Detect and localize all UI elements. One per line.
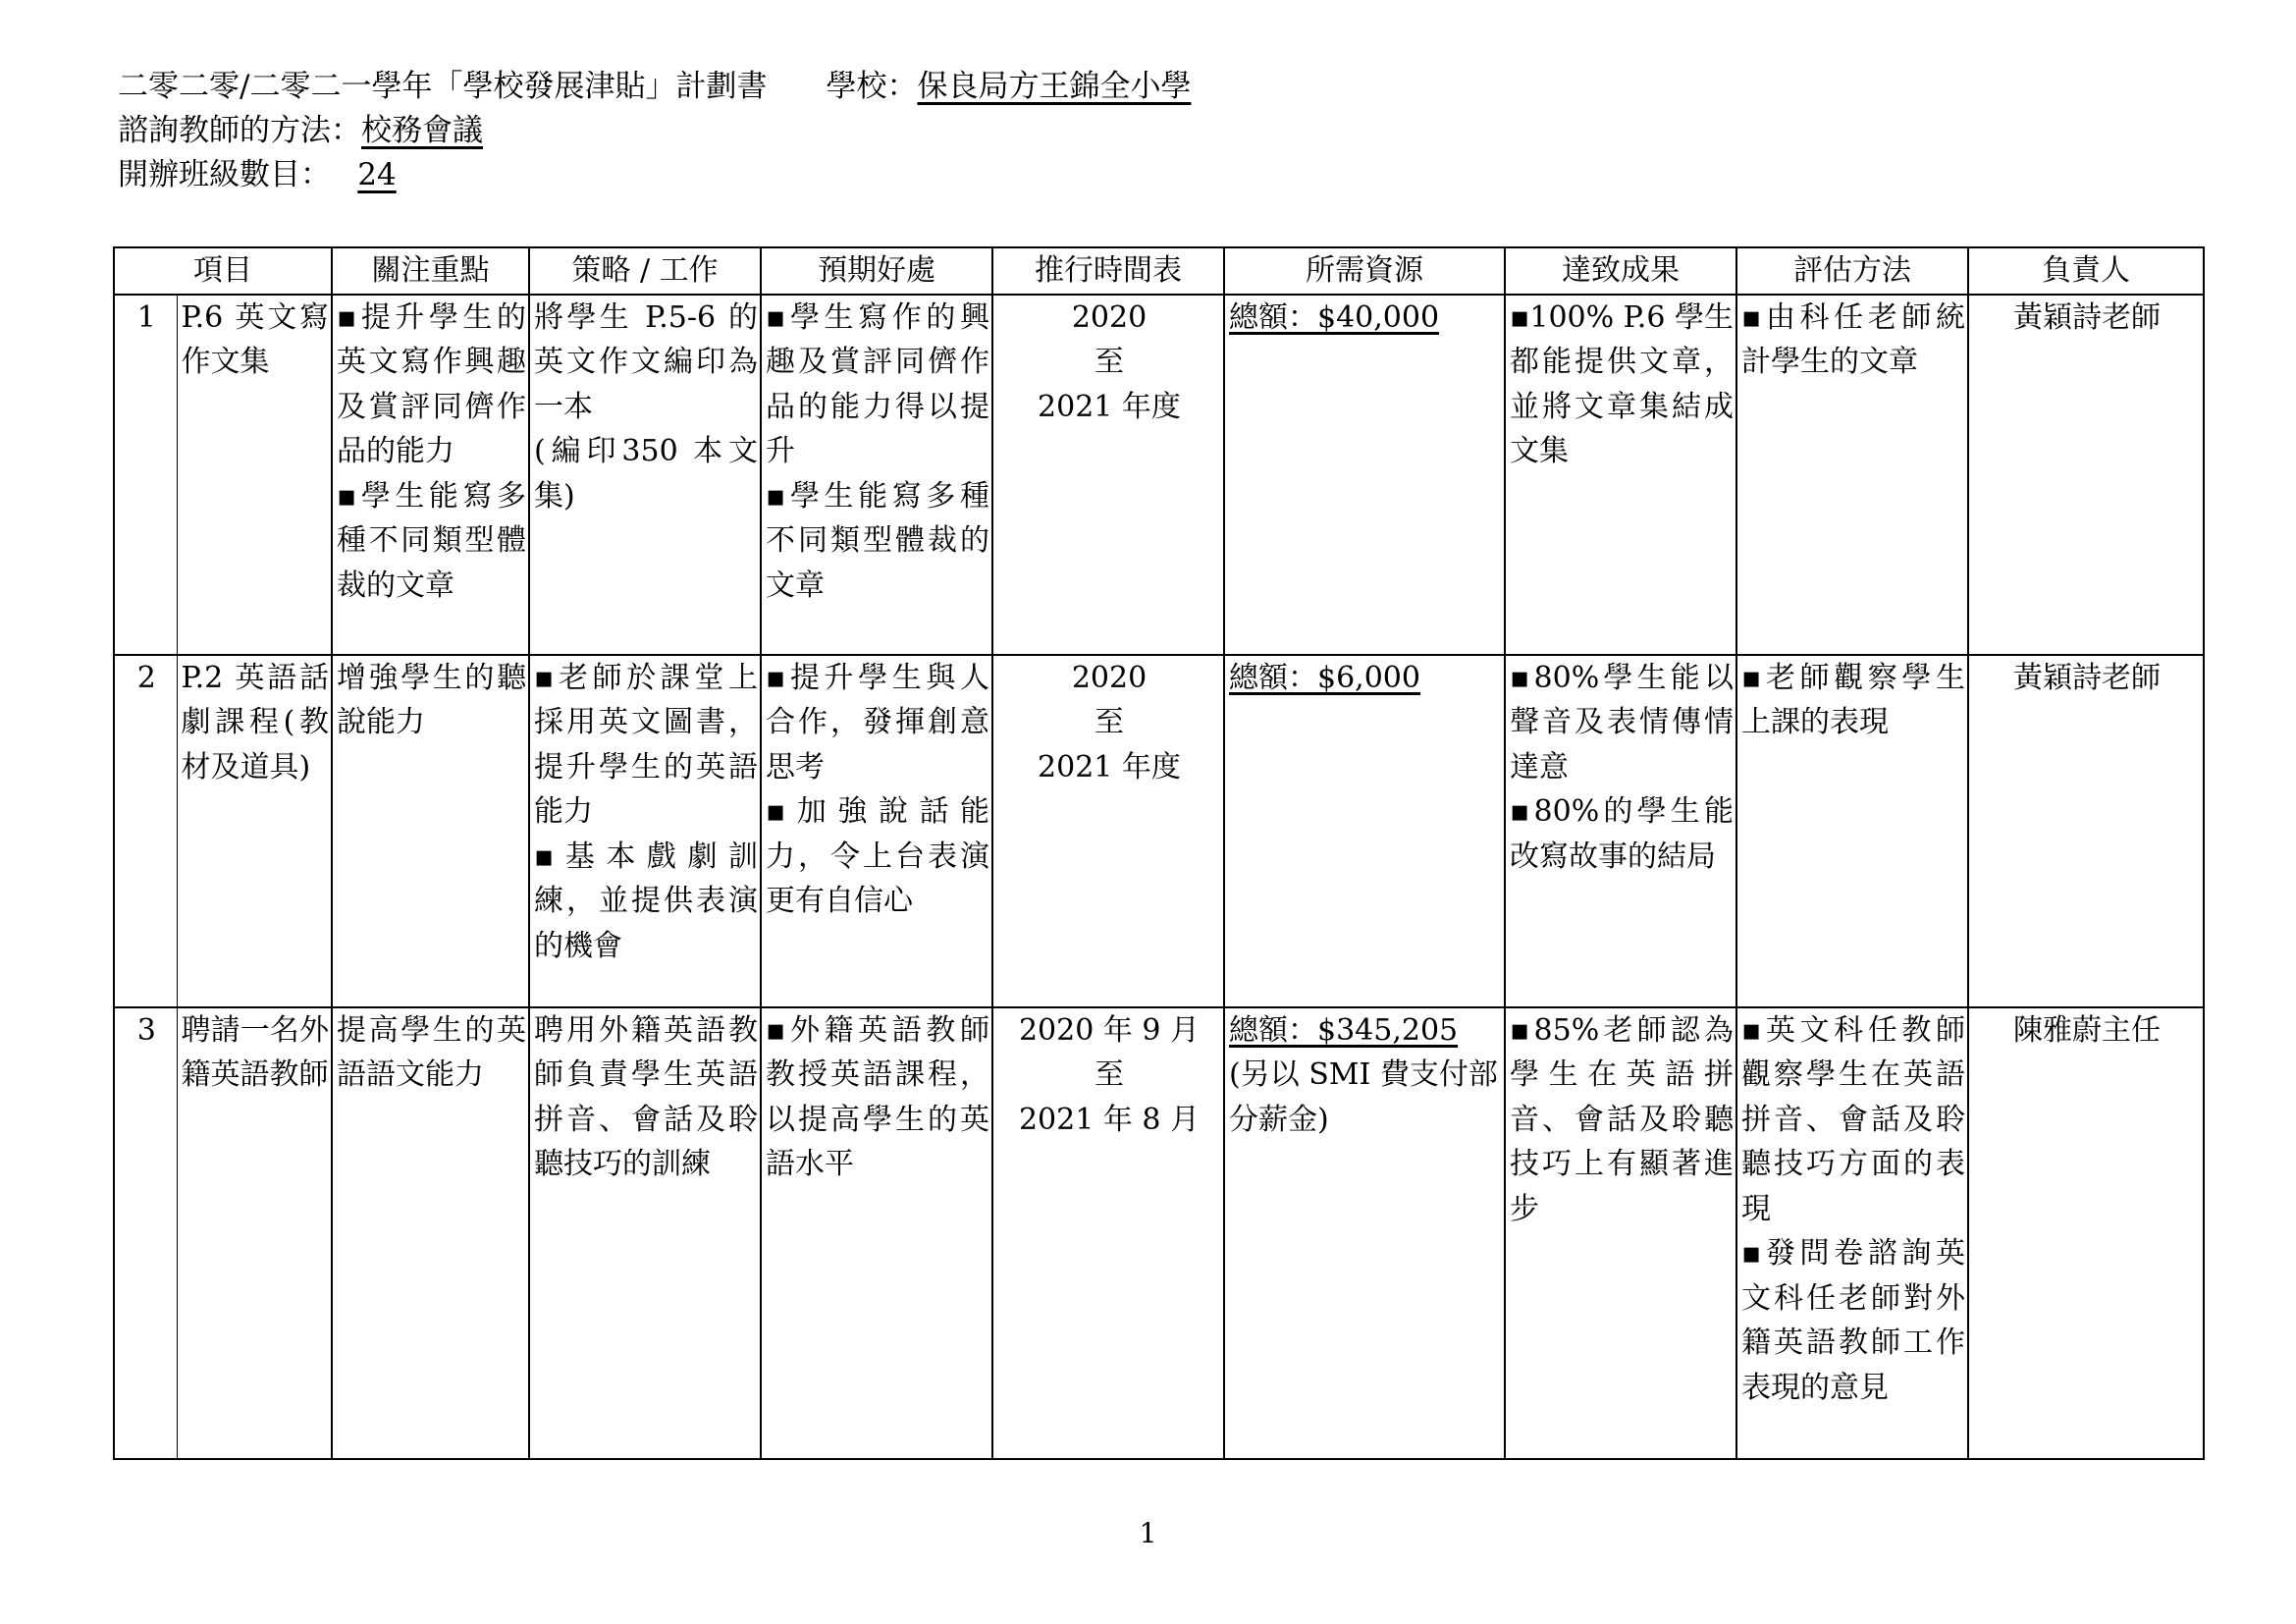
item-cell: 聘請一名外籍英語教師 <box>177 1007 332 1459</box>
focus-point: 提高學生的英語語文能力 <box>337 1012 526 1092</box>
benefits-cell <box>761 295 992 655</box>
column-header-focus: 關注重點 <box>332 247 529 295</box>
schedule-end: 2021 年度 <box>1038 749 1181 785</box>
evaluation-cell <box>1736 655 1968 1007</box>
document-title: 二零二零/二零二一學年「學校發展津貼」計劃書 <box>118 69 768 104</box>
benefits-cell <box>761 655 992 1007</box>
outcomes-cell <box>1505 1007 1736 1459</box>
schedule-start: 2020 <box>1071 299 1148 335</box>
document-header <box>118 65 1191 197</box>
evaluation-point: ▪發問卷諮詢英文科任老師對外籍英語教師工作表現的意見 <box>1741 1236 1965 1405</box>
outcome-point: ▪80%的學生能改寫故事的結局 <box>1510 794 1734 874</box>
school-name: 保良局方王錦全小學 <box>917 69 1192 104</box>
table-row <box>114 295 2204 655</box>
table-header-row <box>114 247 2204 295</box>
row-number: 1 <box>114 295 177 655</box>
classes-count: 24 <box>357 157 397 192</box>
person-cell: 黃穎詩老師 <box>1968 655 2204 1007</box>
evaluation-point: ▪老師觀察學生上課的表現 <box>1741 660 1965 739</box>
evaluation-point: ▪英文科任教師觀察學生在英語拼音、會話及聆聽技巧方面的表現 <box>1741 1012 1965 1226</box>
page-number: 1 <box>1139 1517 1157 1549</box>
evaluation-point: ▪由科任老師統計學生的文章 <box>1741 299 1965 379</box>
outcome-point: ▪80%學生能以聲音及表情傳情達意 <box>1510 660 1734 785</box>
outcome-point: ▪85%老師認為學生在英語拼音、會話及聆聽技巧上有顯著進步 <box>1510 1012 1734 1226</box>
column-header-schedule: 推行時間表 <box>992 247 1224 295</box>
resources-cell <box>1224 655 1505 1007</box>
strategy-cell <box>529 1007 761 1459</box>
resources-cell <box>1224 295 1505 655</box>
schedule-cell <box>992 295 1224 655</box>
column-header-evaluation: 評估方法 <box>1736 247 1968 295</box>
column-header-outcomes: 達致成果 <box>1505 247 1736 295</box>
benefit-point: ▪學生能寫多種不同類型體裁的文章 <box>766 478 989 603</box>
strategy-point: (編印350 本文集) <box>534 434 758 514</box>
outcomes-cell <box>1505 295 1736 655</box>
schedule-cell <box>992 655 1224 1007</box>
column-header-item: 項目 <box>114 247 332 295</box>
consult-method: 校務會議 <box>361 113 483 148</box>
schedule-end: 2021 年度 <box>1038 389 1181 424</box>
person-cell: 陳雅蔚主任 <box>1968 1007 2204 1459</box>
focus-cell <box>332 295 529 655</box>
resources-cell <box>1224 1007 1505 1459</box>
strategy-cell <box>529 655 761 1007</box>
title-line <box>118 65 1191 109</box>
schedule-end: 2021 年 8 月 <box>1018 1102 1201 1137</box>
table-row <box>114 655 2204 1007</box>
item-cell: P.2 英語話劇課程(教材及道具) <box>177 655 332 1007</box>
table-row <box>114 1007 2204 1459</box>
strategy-point: 將學生 P.5-6 的英文作文編印為一本 <box>534 299 758 424</box>
strategy-point: ▪老師於課堂上採用英文圖書，提升學生的英語能力 <box>534 660 758 829</box>
row-number: 2 <box>114 655 177 1007</box>
benefit-point: ▪加強說話能力，令上台表演更有自信心 <box>766 794 989 918</box>
row-number: 3 <box>114 1007 177 1459</box>
budget-total: 總額：$40,000 <box>1229 299 1440 335</box>
evaluation-cell <box>1736 1007 1968 1459</box>
schedule-start: 2020 年 9 月 <box>1018 1012 1201 1048</box>
evaluation-cell <box>1736 295 1968 655</box>
budget-total: 總額：$6,000 <box>1229 660 1420 695</box>
schedule-to: 至 <box>1095 705 1124 739</box>
outcome-point: ▪100% P.6 學生都能提供文章，並將文章集結成文集 <box>1510 299 1734 468</box>
benefits-cell <box>761 1007 992 1459</box>
schedule-cell <box>992 1007 1224 1459</box>
column-header-strategy: 策略 / 工作 <box>529 247 761 295</box>
person-cell: 黃穎詩老師 <box>1968 295 2204 655</box>
focus-point: ▪提升學生的英文寫作興趣及賞評同儕作品的能力 <box>337 299 526 468</box>
benefit-point: ▪學生寫作的興趣及賞評同儕作品的能力得以提升 <box>766 299 989 468</box>
plan-table <box>113 246 2205 1460</box>
schedule-to: 至 <box>1095 345 1124 379</box>
budget-note: (另以 SMI 費支付部分薪金) <box>1229 1057 1498 1137</box>
focus-point: ▪學生能寫多種不同類型體裁的文章 <box>337 478 526 603</box>
schedule-to: 至 <box>1095 1057 1124 1092</box>
column-header-resources: 所需資源 <box>1224 247 1505 295</box>
item-cell: P.6 英文寫作文集 <box>177 295 332 655</box>
classes-label: 開辦班級數目： <box>118 157 331 192</box>
classes-line <box>118 153 1191 197</box>
column-header-person: 負責人 <box>1968 247 2204 295</box>
schedule-start: 2020 <box>1071 660 1148 695</box>
outcomes-cell <box>1505 655 1736 1007</box>
consult-line <box>118 109 1191 153</box>
benefit-point: ▪外籍英語教師教授英語課程，以提高學生的英語水平 <box>766 1012 989 1181</box>
focus-cell <box>332 655 529 1007</box>
column-header-benefits: 預期好處 <box>761 247 992 295</box>
school-label: 學校： <box>826 69 918 104</box>
focus-cell <box>332 1007 529 1459</box>
benefit-point: ▪提升學生與人合作，發揮創意思考 <box>766 660 989 785</box>
consult-label: 諮詢教師的方法： <box>118 113 361 148</box>
strategy-point: ▪基本戲劇訓練，並提供表演的機會 <box>534 839 758 963</box>
budget-total: 總額：$345,205 <box>1229 1012 1459 1048</box>
strategy-cell <box>529 295 761 655</box>
strategy-point: 聘用外籍英語教師負責學生英語拼音、會話及聆聽技巧的訓練 <box>534 1012 758 1181</box>
focus-point: 增強學生的聽說能力 <box>337 660 526 739</box>
